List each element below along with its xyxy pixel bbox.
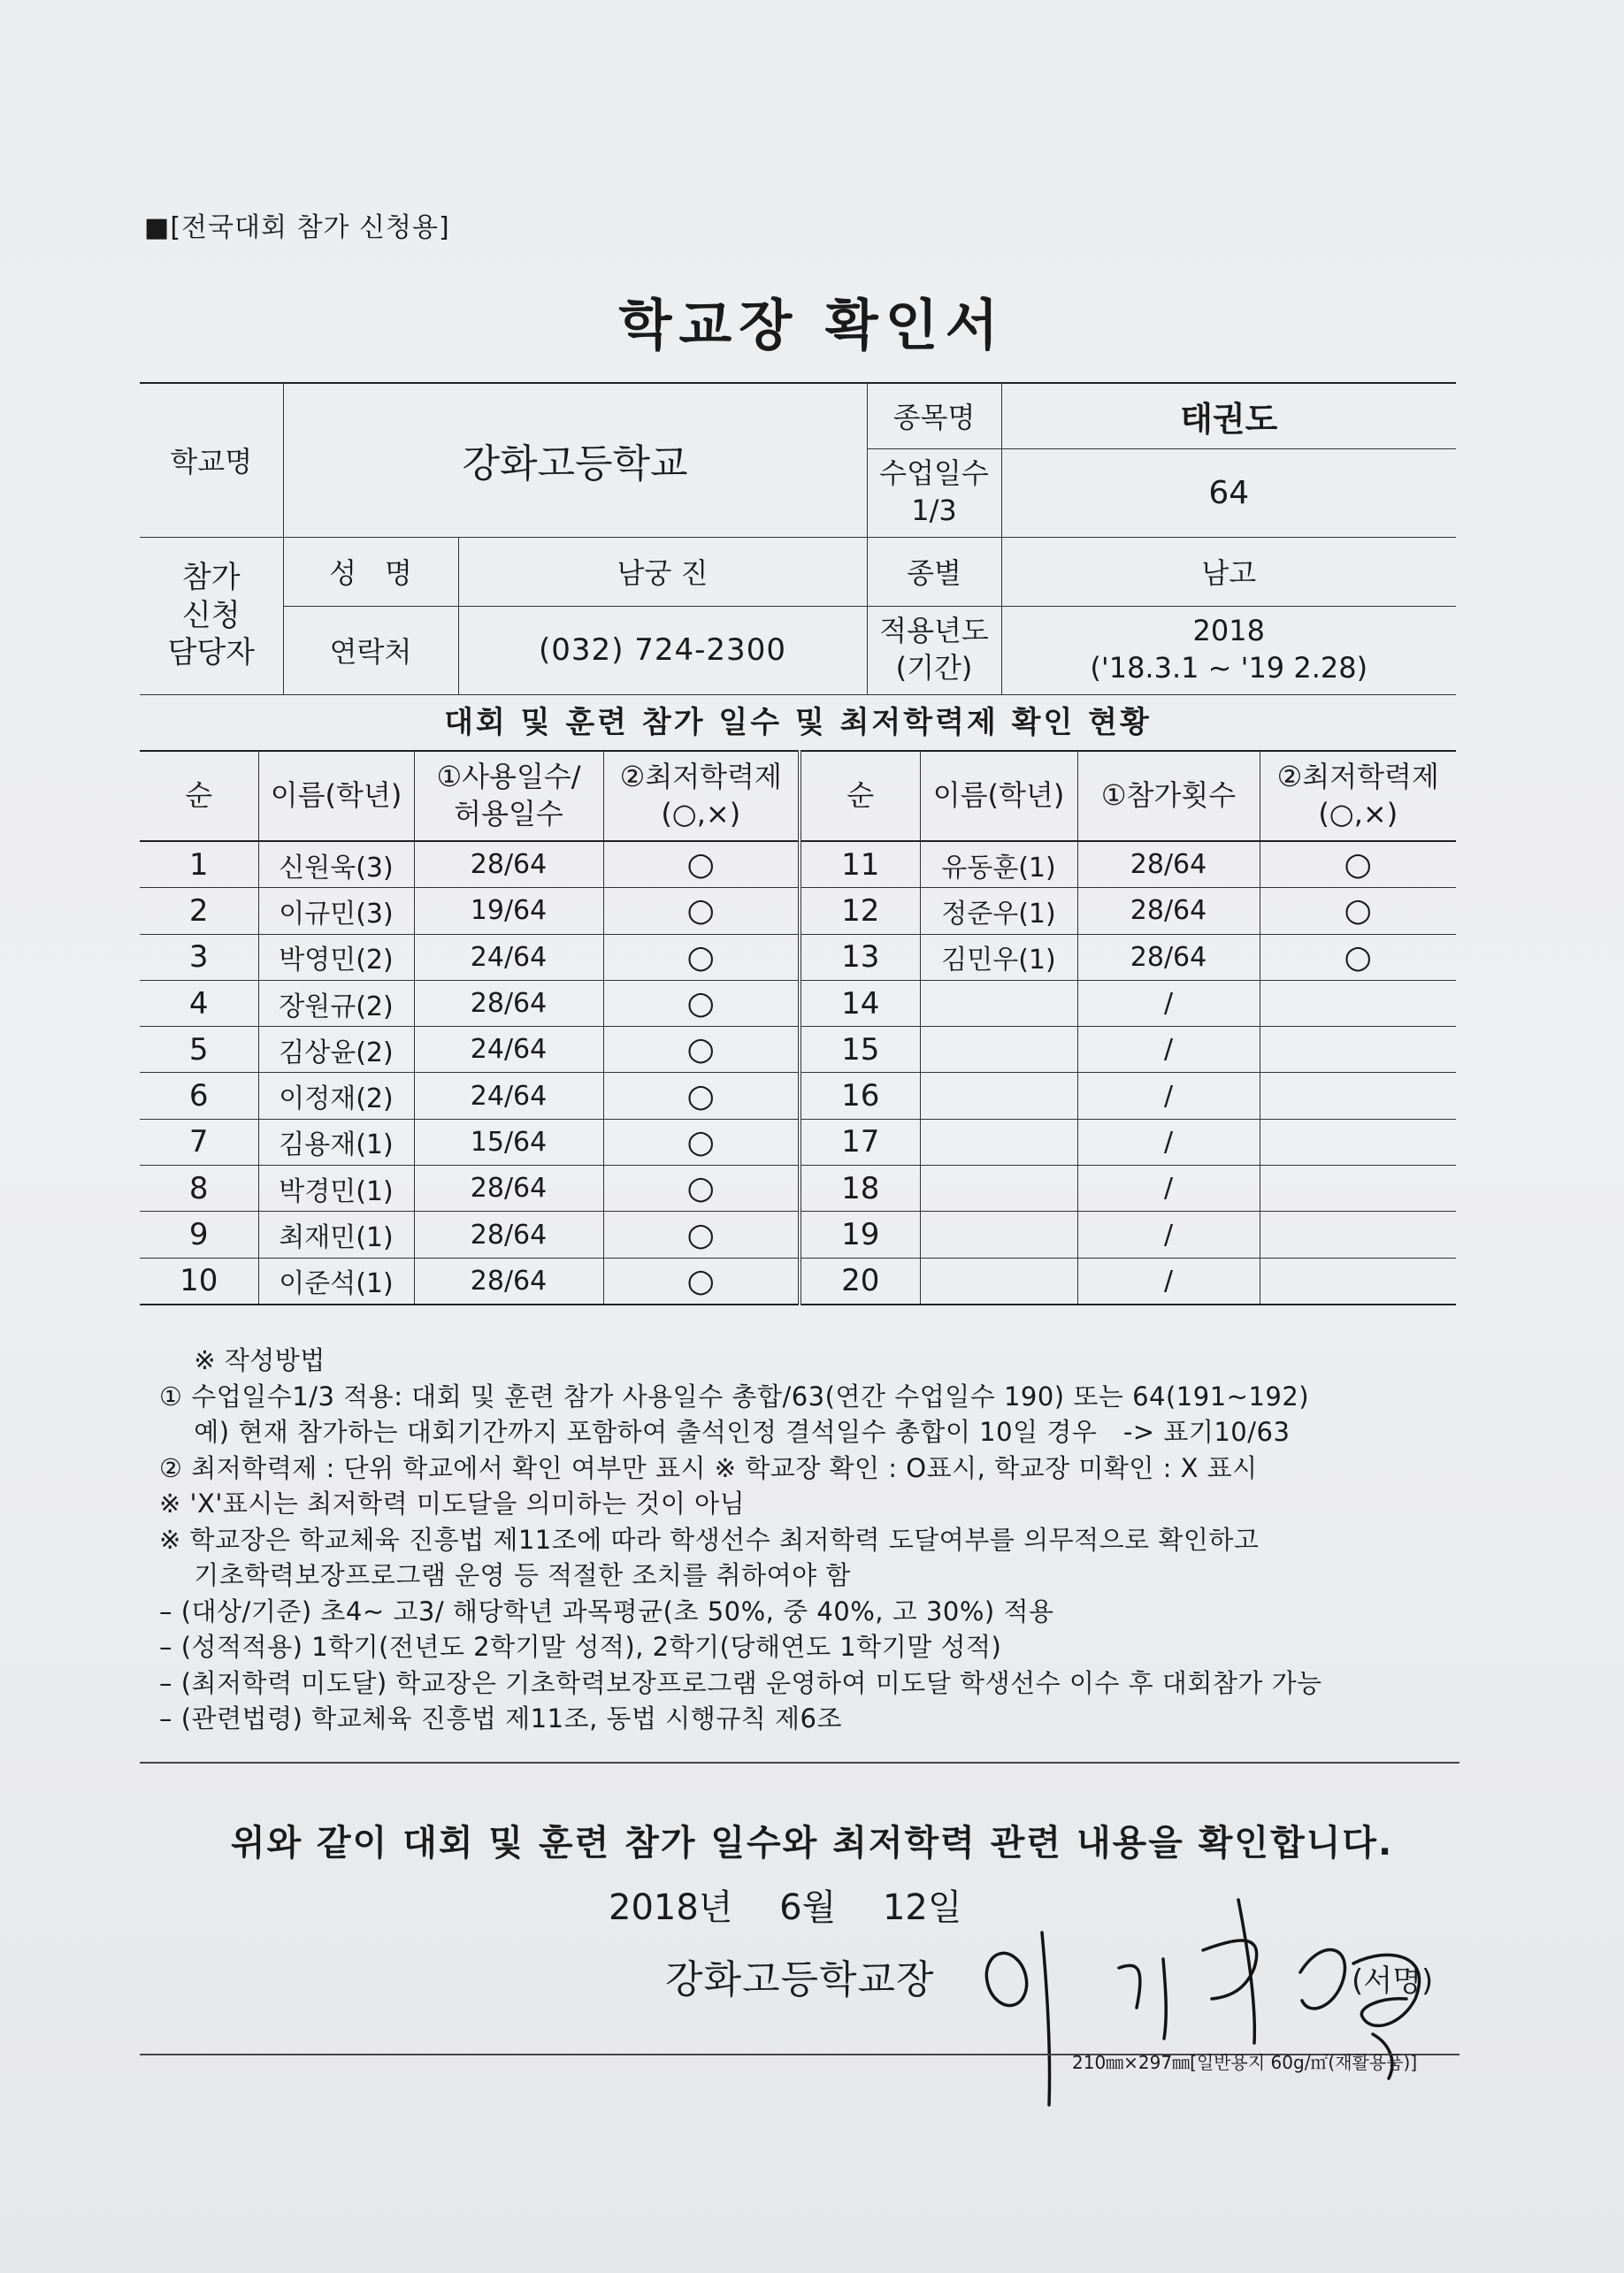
- school-name: 강화고등학교: [283, 383, 867, 537]
- note-line: – (관련법령) 학교체육 진흥법 제11조, 동법 시행규칙 제6조: [159, 1703, 843, 1733]
- row-number: 18: [800, 1166, 920, 1212]
- info-table: [140, 382, 1456, 695]
- seal-placeholder: (서명): [1352, 1963, 1434, 1999]
- applicant-label-line: 참가: [181, 560, 241, 596]
- applicant-label-line: 담당자: [167, 635, 256, 671]
- table-row: [140, 980, 1456, 1026]
- row-number: 15: [800, 1027, 920, 1073]
- row-number: 11: [800, 841, 920, 888]
- name-value: 남궁 진: [458, 537, 867, 606]
- table-row: [140, 1212, 1456, 1258]
- student-name: [920, 1119, 1077, 1165]
- days-label-line: 1/3: [911, 494, 957, 527]
- note-line: 기초학력보장프로그램 운영 등 적절한 조치를 취하여야 함: [159, 1560, 851, 1590]
- days-used: 24/64: [414, 934, 603, 980]
- min-academic-mark: [1260, 980, 1456, 1026]
- confirmation-date: 2018년 6월 12일: [609, 1887, 962, 1928]
- year-label-line: 적용년도: [879, 614, 989, 648]
- column-header: ①참가횟수: [1077, 751, 1260, 841]
- participation-count: 28/64: [1077, 841, 1260, 888]
- min-academic-mark: ○: [603, 1258, 800, 1305]
- participation-count: /: [1077, 1073, 1260, 1119]
- min-academic-mark: [1260, 1258, 1456, 1305]
- year-label-line: (기간): [895, 651, 973, 685]
- form-tag: ■[전국대회 참가 신청용]: [144, 212, 450, 243]
- min-academic-mark: [1260, 1166, 1456, 1212]
- student-name: 정준우(1): [920, 888, 1077, 934]
- column-header: ②최저학력제 (○,×): [1260, 751, 1456, 841]
- row-number: 20: [800, 1258, 920, 1305]
- contact-label: 연락처: [283, 606, 458, 694]
- student-name: 장원규(2): [258, 980, 414, 1026]
- writing-guide: [159, 1343, 1459, 1737]
- note-line: ① 수업일수1/3 적용: 대회 및 훈련 참가 사용일수 총합/63(연간 수업일수 190) 또는 64(191~192): [159, 1381, 1310, 1412]
- sport-label: 종목명: [867, 383, 1001, 448]
- contact-value: (032) 724-2300: [458, 606, 867, 694]
- days-used: 28/64: [414, 841, 603, 888]
- category-value: 남고: [1001, 537, 1456, 606]
- table-row: [140, 1027, 1456, 1073]
- table-row: [140, 1166, 1456, 1212]
- participation-count: /: [1077, 1119, 1260, 1165]
- table-row: [140, 888, 1456, 934]
- min-academic-mark: [1260, 1119, 1456, 1165]
- school-label: 학교명: [140, 383, 283, 537]
- min-academic-mark: ○: [603, 1073, 800, 1119]
- handwritten-signature: [973, 1884, 1486, 2114]
- table-row: [140, 1258, 1456, 1305]
- participation-count: 28/64: [1077, 934, 1260, 980]
- days-label: [867, 448, 1001, 537]
- days-used: 24/64: [414, 1073, 603, 1119]
- applicant-label-line: 신청: [181, 597, 241, 633]
- student-name: 유동훈(1): [920, 841, 1077, 888]
- note-line: 예) 현재 참가하는 대회기간까지 포함하여 출석인정 결석일수 총합이 10일 경우 -> 표기10/63: [159, 1417, 1291, 1447]
- student-name: 박영민(2): [258, 934, 414, 980]
- principal-title: 강화고등학교장: [665, 1957, 935, 2002]
- min-academic-mark: ○: [1260, 888, 1456, 934]
- min-academic-mark: ○: [1260, 934, 1456, 980]
- student-name: 김민우(1): [920, 934, 1077, 980]
- days-used: 28/64: [414, 1166, 603, 1212]
- min-academic-mark: ○: [603, 888, 800, 934]
- sport-value: 태권도: [1001, 383, 1456, 448]
- note-line: – (성적적용) 1학기(전년도 2학기말 성적), 2학기(당해연도 1학기말 성적): [159, 1632, 1002, 1662]
- student-name: [920, 1258, 1077, 1305]
- min-academic-mark: ○: [603, 1119, 800, 1165]
- year-number: 2018: [1192, 614, 1265, 648]
- row-number: 13: [800, 934, 920, 980]
- table-row: [140, 934, 1456, 980]
- days-label-line: 수업일수: [879, 456, 989, 491]
- note-line: ② 최저학력제 : 단위 학교에서 확인 여부만 표시 ※ 학교장 확인 : O표시, 학교장 미확인 : X 표시: [159, 1452, 1258, 1483]
- note-line: ※ 학교장은 학교체육 진흥법 제11조에 따라 학생선수 최저학력 도달여부를 의무적으로 확인하고: [159, 1524, 1260, 1555]
- year-value: [1001, 606, 1456, 694]
- divider: [140, 1762, 1459, 1764]
- table-row: [140, 1073, 1456, 1119]
- document-title: 학교장 확인서: [618, 293, 1006, 357]
- student-name: 이정재(2): [258, 1073, 414, 1119]
- days-used: 19/64: [414, 888, 603, 934]
- row-number: 12: [800, 888, 920, 934]
- row-number: 16: [800, 1073, 920, 1119]
- row-number: 17: [800, 1119, 920, 1165]
- min-academic-mark: ○: [603, 1166, 800, 1212]
- row-number: 14: [800, 980, 920, 1026]
- days-used: 28/64: [414, 980, 603, 1026]
- applicant-label: [140, 537, 283, 694]
- column-header: 순: [800, 751, 920, 841]
- min-academic-mark: ○: [603, 934, 800, 980]
- table-row: [140, 1119, 1456, 1165]
- participation-count: 28/64: [1077, 888, 1260, 934]
- row-number: 9: [140, 1212, 258, 1258]
- participation-count: /: [1077, 1258, 1260, 1305]
- participation-count: /: [1077, 980, 1260, 1026]
- column-header: 순: [140, 751, 258, 841]
- row-number: 10: [140, 1258, 258, 1305]
- days-used: 28/64: [414, 1212, 603, 1258]
- column-header: ①사용일수/ 허용일수: [414, 751, 603, 841]
- participation-table: [140, 750, 1456, 1305]
- row-number: 1: [140, 841, 258, 888]
- row-number: 3: [140, 934, 258, 980]
- student-name: 김상윤(2): [258, 1027, 414, 1073]
- student-name: 이규민(3): [258, 888, 414, 934]
- row-number: 4: [140, 980, 258, 1026]
- min-academic-mark: ○: [603, 841, 800, 888]
- student-name: [920, 980, 1077, 1026]
- min-academic-mark: ○: [603, 1027, 800, 1073]
- note-line: – (대상/기준) 초4~ 고3/ 해당학년 과목평균(초 50%, 중 40%, 고 30%) 적용: [159, 1596, 1054, 1626]
- row-number: 19: [800, 1212, 920, 1258]
- days-used: 28/64: [414, 1258, 603, 1305]
- row-number: 5: [140, 1027, 258, 1073]
- min-academic-mark: [1260, 1027, 1456, 1073]
- note-line: ※ 작성방법: [159, 1345, 326, 1375]
- student-name: [920, 1212, 1077, 1258]
- participation-count: /: [1077, 1027, 1260, 1073]
- period-value: ('18.3.1 ~ '19 2.28): [1090, 651, 1368, 685]
- column-header: ②최저학력제 (○,×): [603, 751, 800, 841]
- category-label: 종별: [867, 537, 1001, 606]
- min-academic-mark: [1260, 1212, 1456, 1258]
- min-academic-mark: ○: [603, 980, 800, 1026]
- student-name: [920, 1073, 1077, 1119]
- section-title: 대회 및 훈련 참가 일수 및 최저학력제 확인 현황: [444, 705, 1152, 740]
- note-line: ※ 'X'표시는 최저학력 미도달을 의미하는 것이 아님: [159, 1489, 746, 1519]
- student-name: [920, 1166, 1077, 1212]
- student-name: 박경민(1): [258, 1166, 414, 1212]
- row-number: 8: [140, 1166, 258, 1212]
- row-number: 2: [140, 888, 258, 934]
- days-used: 24/64: [414, 1027, 603, 1073]
- student-name: 신원욱(3): [258, 841, 414, 888]
- table-row: [140, 841, 1456, 888]
- min-academic-mark: ○: [1260, 841, 1456, 888]
- student-name: 김용재(1): [258, 1119, 414, 1165]
- column-header: 이름(학년): [258, 751, 414, 841]
- min-academic-mark: [1260, 1073, 1456, 1119]
- note-line: – (최저학력 미도달) 학교장은 기초학력보장프로그램 운영하여 미도달 학생선수 이수 후 대회참가 가능: [159, 1667, 1322, 1698]
- confirmation-statement: 위와 같이 대회 및 훈련 참가 일수와 최저학력 관련 내용을 확인합니다.: [230, 1823, 1394, 1864]
- days-used: 15/64: [414, 1119, 603, 1165]
- student-name: [920, 1027, 1077, 1073]
- name-label: 성 명: [283, 537, 458, 606]
- student-name: 최재민(1): [258, 1212, 414, 1258]
- year-label: [867, 606, 1001, 694]
- paper-spec: 210㎜×297㎜[일반용지 60g/㎡(재활용품)]: [1072, 2052, 1418, 2073]
- row-number: 7: [140, 1119, 258, 1165]
- row-number: 6: [140, 1073, 258, 1119]
- participation-count: /: [1077, 1166, 1260, 1212]
- table-header-row: [140, 751, 1456, 841]
- days-value: 64: [1001, 448, 1456, 537]
- min-academic-mark: ○: [603, 1212, 800, 1258]
- column-header: 이름(학년): [920, 751, 1077, 841]
- student-name: 이준석(1): [258, 1258, 414, 1305]
- participation-count: /: [1077, 1212, 1260, 1258]
